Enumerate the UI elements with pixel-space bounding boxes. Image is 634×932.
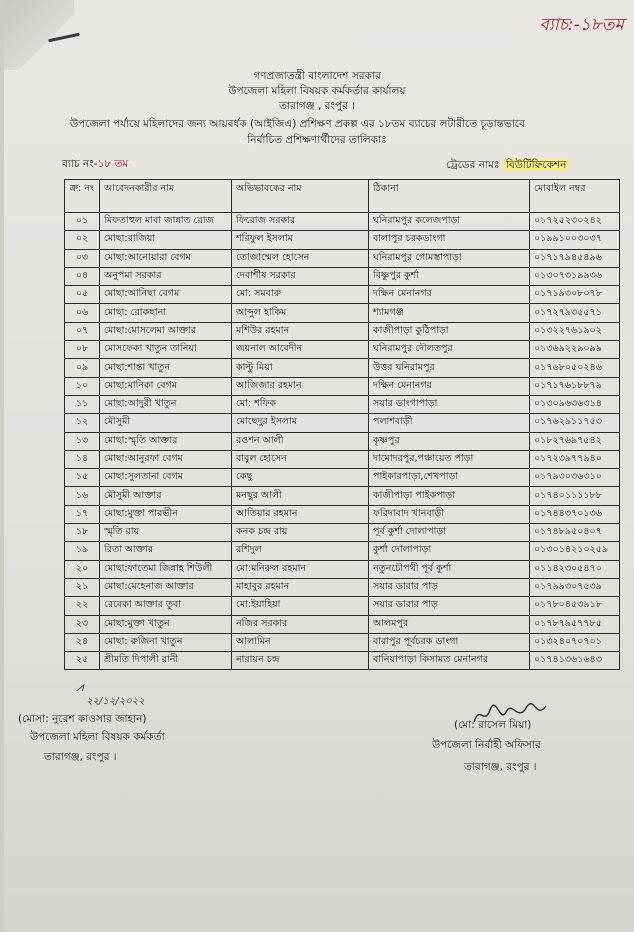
cell-address: পূর্ব কুর্শা দোলাপাড়া [369, 524, 530, 542]
left-signatory-place: তারাগঞ্জ, রংপুর । [44, 751, 117, 763]
cell-guardian: মো: শফিক [232, 395, 369, 413]
cell-address: দক্ষিন মেনানগর [369, 377, 530, 395]
cell-serial: ০৭ [65, 322, 100, 340]
cell-serial: ০৮ [65, 341, 100, 359]
table-row [65, 560, 620, 578]
cell-applicant: মোছা:শান্তা খাতুন [100, 359, 232, 377]
right-signatory-place: তারাগঞ্জ, রংপুর । [464, 761, 537, 773]
cell-mobile: ০১৭৪০১১১১৮৮ [530, 487, 620, 505]
cell-applicant: শ্রীমতি দিপালী রানী [100, 652, 232, 670]
cell-mobile: ০১৭৮০৪৫৩৯১৮ [530, 597, 620, 615]
cell-applicant: মোছা:মানিকা বেগম [100, 377, 232, 395]
cell-address: পাইকারপাড়া,শেখপাড়া [369, 469, 530, 487]
cell-mobile: ০১৭২৭৯৩৫৫৭১ [530, 304, 620, 322]
cell-guardian: মো:ইয়াহিয়া [232, 597, 369, 615]
trainee-table [64, 179, 620, 670]
cell-mobile: ০১৭২৫২৩০২৪২ [530, 213, 620, 231]
cell-address: দক্ষিন মেনানগর [369, 286, 530, 304]
cell-address: বিষ্ণুপুর কুর্শা [369, 267, 530, 285]
cell-serial: ০৪ [65, 267, 100, 285]
cell-applicant: মৌসুমী [100, 414, 232, 432]
cell-serial: ০৩ [65, 249, 100, 267]
cell-serial: ২৪ [65, 633, 100, 651]
table-row [65, 633, 620, 651]
col-applicant: আবেদনকারীর নাম [100, 180, 232, 213]
cell-guardian: রশিদুল [232, 542, 369, 560]
trade-name-label: ট্রেডের নামঃ [446, 159, 500, 171]
cell-mobile: ০১৭৯৩০৩৬৩১০ [530, 469, 620, 487]
left-sign-date: ২২/১২/২০২২ [86, 696, 145, 707]
table-body [65, 213, 620, 670]
cell-serial: ১৫ [65, 469, 100, 487]
cell-guardian: আজিজার রহমান [232, 377, 369, 395]
cell-applicant: মোছা: রুজিনা খাতুন [100, 633, 232, 651]
left-signatory-name: (মোসা: নুরেশ কাওসার জাহান) [18, 713, 147, 725]
table-row [65, 524, 620, 542]
cell-applicant: মোছা:ফাতেমা জিন্নাহ শিউলী [100, 560, 232, 578]
table-row [65, 469, 620, 487]
right-signatory-title: উপজেলা নির্বাহী অফিসার [432, 739, 541, 751]
cell-address: শ্যামগঞ্জ [369, 304, 530, 322]
table-row [65, 231, 620, 249]
cell-serial: ১৭ [65, 505, 100, 523]
cell-guardian: তোজাম্মেল হোসেন [232, 249, 369, 267]
table-row [65, 377, 620, 395]
cell-serial: ১৮ [65, 524, 100, 542]
left-signatory-title: উপজেলা মহিলা বিষয়ক কর্মকর্তা [30, 731, 165, 743]
cell-mobile: ০১৭১৯৩০৮০৭৮ [530, 286, 620, 304]
cell-guardian: নারায়ন চন্দ্র [232, 652, 369, 670]
table-row [65, 615, 620, 633]
cell-address: কাজীপাড়া কুঠিপাড়া [369, 322, 530, 340]
cell-applicant: মোছা:আনিছা বেগম [100, 286, 232, 304]
cell-serial: ২১ [65, 578, 100, 596]
cell-applicant: স্মৃতি রায় [100, 524, 232, 542]
cell-guardian: মোছেদুর ইসলাম [232, 414, 369, 432]
table-row [65, 286, 620, 304]
cell-mobile: ০১১৪২৩০৫৪৭০ [530, 560, 620, 578]
batch-number-value: ১৮ তম [97, 158, 129, 170]
cell-mobile: ০১৮২৭৬৯৭৫৪২ [530, 432, 620, 450]
table-row [65, 487, 620, 505]
cell-applicant: মোসফেকা খাতুন তানিয়া [100, 341, 232, 359]
table-row [65, 450, 620, 468]
cell-applicant: মোছা:আদুরী খাতুন [100, 395, 232, 413]
table-row [65, 249, 620, 267]
col-address: ঠিকানা [369, 180, 530, 213]
cell-applicant: মিফতাহুল মাবা জান্নাত রোজ [100, 213, 232, 231]
cell-address: সয়ার ডারার পাড় [369, 578, 530, 596]
cell-serial: ১৪ [65, 450, 100, 468]
cell-mobile: ০১৭১৭৬১৮৮৭৯ [530, 377, 620, 395]
cell-address: বারাপুর পূর্বচরক ডাংগা [369, 633, 530, 651]
cell-serial: ১০ [65, 377, 100, 395]
cell-guardian: বাবুল হোসেন [232, 450, 369, 468]
cell-guardian: শরিফুল ইসলাম [232, 231, 369, 249]
cell-address: ঘনিরামপুর কলেজপাড়া [369, 213, 530, 231]
col-mobile: মোবাইল নম্বর [530, 180, 620, 213]
cell-guardian: ফিরোজ সরকার [232, 213, 369, 231]
cell-mobile: ০১৩৬৯২২৯০৯৯ [530, 341, 620, 359]
cell-guardian: কনক চন্দ্র রায় [232, 524, 369, 542]
cell-address: পলাশবাড়ী [369, 414, 530, 432]
cell-guardian: আব্দুল হাকিম [232, 304, 369, 322]
trade-name [446, 158, 569, 175]
cell-guardian: কেছু [232, 469, 369, 487]
cell-serial: ১৯ [65, 542, 100, 560]
header-office: উপজেলা মহিলা বিষয়ক কর্মকর্তার কার্যালয় [228, 85, 406, 97]
cell-applicant: মোছা:মোসলেমা আক্তার [100, 322, 232, 340]
cell-serial: ০২ [65, 231, 100, 249]
table-row [65, 578, 620, 596]
table-row [65, 359, 620, 377]
cell-applicant: রিতা আক্তার [100, 542, 232, 560]
cell-serial: ১৩ [65, 432, 100, 450]
header-location: তারাগঞ্জ , রংপুর । [279, 100, 355, 112]
cell-address: কুর্শা দোলাপাড়া [369, 542, 530, 560]
trade-name-value: বিউটিফিকেশন [503, 159, 569, 171]
table-row [65, 652, 620, 670]
cell-serial: ২০ [65, 560, 100, 578]
cell-serial: ২৩ [65, 615, 100, 633]
cell-guardian: দেবাশীষ সরকার [232, 267, 369, 285]
cell-guardian: মশিউর রহমান [232, 322, 369, 340]
table-row [65, 213, 620, 231]
table-row [65, 432, 620, 450]
cell-guardian: আতিয়ার রহমান [232, 505, 369, 523]
cell-applicant: অনুপমা সরকার [100, 267, 232, 285]
cell-mobile: ০১৯৯১০০৩০৩৭ [530, 231, 620, 249]
cell-mobile: ০১৭৯৯৩০৭৫৩৯ [530, 578, 620, 596]
cell-guardian: মাহাবুর রহমান [232, 578, 369, 596]
cell-serial: ১১ [65, 395, 100, 413]
cell-address: নতুনচৌপথী পূর্ব কুর্শা [369, 560, 530, 578]
cell-applicant: মোছা:সুলতানা বেগম [100, 469, 232, 487]
table-row [65, 395, 620, 413]
batch-number-label: ব্যাচ নং- [62, 158, 98, 170]
cell-address: আলমপুর [369, 615, 530, 633]
cell-mobile: ০১৭৬৮০৫০২৪৬ [530, 359, 620, 377]
cell-serial: ১২ [65, 414, 100, 432]
cell-applicant: মোছা:মুক্তা খাতুন [100, 615, 232, 633]
table-row [65, 505, 620, 523]
cell-mobile: ০১৭৪১৩৬১৬৪৩ [530, 652, 620, 670]
cell-mobile: ০১৩০৯৬৩৬৩১৪ [530, 395, 620, 413]
cell-applicant: মোছা:মুক্তা পারভীন [100, 505, 232, 523]
batch-number [62, 157, 128, 174]
cell-guardian: মনছুর আলী [232, 487, 369, 505]
table-row [65, 322, 620, 340]
cell-mobile: ০১৩০১৪২১০২৫৯ [530, 542, 620, 560]
table-header-row [65, 180, 620, 213]
cell-serial: ০৫ [65, 286, 100, 304]
cell-applicant: মোছা: রোকছানা [100, 304, 232, 322]
cell-address: উত্তর ঘনিরামপুর [369, 359, 530, 377]
cell-mobile: ০১৭২৩৯৭৭৯৪০ [530, 450, 620, 468]
right-signatory-name: (মো: রাসেল মিয়া) [454, 719, 532, 731]
cell-mobile: ০১৭৬২৯১১৭৫৩ [530, 414, 620, 432]
cell-mobile: ০১৭১৭৯৪৫৪৯৬ [530, 249, 620, 267]
cell-guardian: রওশন আলী [232, 432, 369, 450]
cell-mobile: ০১৩২২৭৬১৯০২ [530, 322, 620, 340]
cell-guardian: কাল্টু মিয়া [232, 359, 369, 377]
cell-serial: ০৬ [65, 304, 100, 322]
cell-applicant: রেবেকা আক্তার তুবা [100, 597, 232, 615]
table-row [65, 267, 620, 285]
cell-mobile: ০১৩০৭৩১৯৯৩৬ [530, 267, 620, 285]
cell-guardian: জয়নাল আবেদীন [232, 341, 369, 359]
cell-applicant: মোছা:আনুরফা বেগম [100, 450, 232, 468]
cell-applicant: মোছা:স্মৃতি আক্তার [100, 432, 232, 450]
cell-serial: ১৬ [65, 487, 100, 505]
cell-address: কৃষ্ণপুর [369, 432, 530, 450]
cell-serial: ২৫ [65, 652, 100, 670]
cell-serial: ২২ [65, 597, 100, 615]
cell-guardian: নজির সরকার [232, 615, 369, 633]
table-row [65, 414, 620, 432]
cell-applicant: মোছা:মেহেনাজ আক্তার [100, 578, 232, 596]
table-row [65, 304, 620, 322]
cell-address: সয়ার ডারার পাড় [369, 597, 530, 615]
cell-address: ঘনিরামপুর গোমস্তাপাড়া [369, 249, 530, 267]
cell-address: ঘনিরামপুর দৌলতপুর [369, 341, 530, 359]
header-project: উপজেলা পর্যায়ে মহিলাদের জন্য আয়বর্ধক (আইজিএ) প্রশিক্ষণ প্রকল্প এর ১৮তম ব্যাচের লটারীতে চূড়ান্তভাবে [70, 118, 525, 130]
cell-mobile: ০১৭৪৮৯৫০৪০৭ [530, 524, 620, 542]
cell-address: বালাপুর চরকডাংগা [369, 231, 530, 249]
cell-serial: ০৯ [65, 359, 100, 377]
cell-address: ফরিদাবাদ খানবাড়ী [369, 505, 530, 523]
cell-serial: ০১ [65, 213, 100, 231]
header-list-title: নির্বাচিত প্রশিক্ষণার্থীদের তালিকাঃ [247, 134, 387, 146]
handwritten-batch-note: ব্যাচ:-১৮তম [539, 15, 624, 35]
cell-address: দামোদরপুর,পঞ্চায়েত পাড়া [369, 450, 530, 468]
table-row [65, 341, 620, 359]
cell-guardian: মো:মনিরুল রহমান [232, 560, 369, 578]
cell-applicant: মোছা:আনোয়ারা বেগম [100, 249, 232, 267]
cell-guardian: আলামিন [232, 633, 369, 651]
cell-address: কাজীপাড়া পাইকপাড়া [369, 487, 530, 505]
cell-mobile: ০১৩২৪০৭০৭০১ [530, 633, 620, 651]
cell-address: বানিয়াপাড়া কিসামত মেনানগর [369, 652, 530, 670]
col-guardian: অভিভাবকের নাম [232, 180, 369, 213]
cell-guardian: মো: সমবারু [232, 286, 369, 304]
cell-mobile: ০১৭৮৭৯৫৭৭৮৫ [530, 615, 620, 633]
header-government: গণপ্রজাতন্ত্রী বাংলাদেশ সরকার [253, 70, 381, 82]
table-row [65, 597, 620, 615]
col-serial: ক্র: নং [65, 180, 100, 213]
table-row [65, 542, 620, 560]
cell-address: সয়ার ডাংগাপাড়া [369, 395, 530, 413]
cell-applicant: মৌসুমী আক্তার [100, 487, 232, 505]
cell-applicant: মোছা:রাজিয়া [100, 231, 232, 249]
handwritten-initial: ⩘ [76, 680, 84, 695]
cell-mobile: ০১৭৪৪৩৭০১৩৬ [530, 505, 620, 523]
